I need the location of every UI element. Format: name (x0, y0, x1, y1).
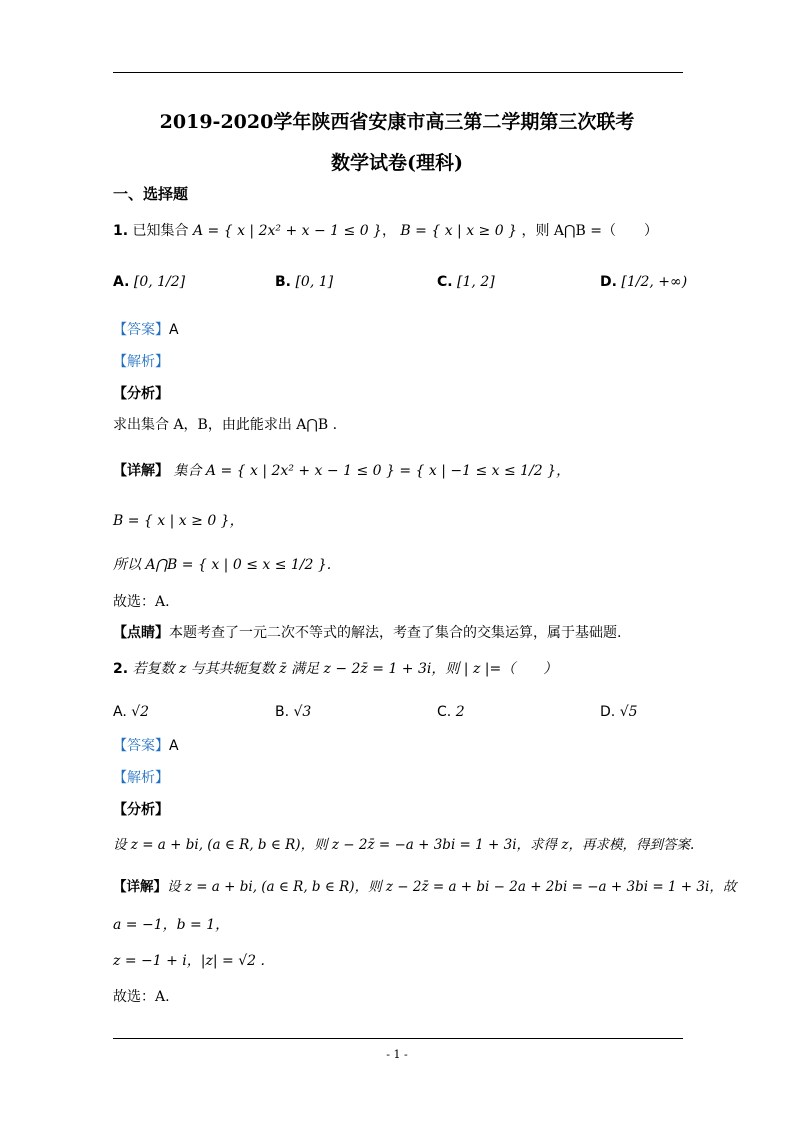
footer-rule (113, 1038, 683, 1039)
q2-detail-tag: 【详解】 (113, 879, 167, 895)
q1-comment (113, 624, 621, 642)
header-rule (113, 72, 683, 73)
q1-option-d-text: [1/2, +∞) (621, 274, 688, 290)
q1-fenxi-text: 求出集合 A，B，由此能求出 A⋂B . (113, 417, 338, 433)
q1-option-a (113, 273, 185, 291)
q2-option-c (437, 703, 465, 721)
q1-option-d-label: D. (600, 274, 617, 290)
q1-option-a-text: [0, 1/2] (133, 274, 186, 290)
q2-detail-line2: a = −1，b = 1， (113, 917, 230, 933)
q2-choose: 故选：A. (113, 989, 170, 1005)
q1-answer-tag: 【答案】 (113, 322, 169, 338)
question-1-sep: ， (381, 223, 396, 239)
page-title: 2019-2020学年陕西省安康市高三第二学期第三次联考 (159, 111, 635, 133)
page-number: - 1 - (386, 1048, 408, 1061)
q1-detail-line1 (113, 462, 570, 480)
q1-comment-tag: 【点睛】 (113, 625, 169, 641)
page-subtitle: 数学试卷(理科) (331, 152, 463, 174)
q2-fenxi-tag: 【分析】 (113, 802, 169, 818)
q1-detail-text1: 集合 A = { x | 2x² + x − 1 ≤ 0 } = { x | −1 ≤ x ≤ 1/2 }， (173, 463, 571, 479)
q2-option-b-text: √3 (293, 704, 312, 720)
q2-analysis-tag: 【解析】 (113, 770, 169, 786)
q1-comment-text: 本题考查了一元二次不等式的解法，考查了集合的交集运算，属于基础题. (169, 625, 622, 641)
q2-option-c-label: C. (437, 704, 452, 720)
q2-detail-line3: z = −1 + i，|z| = √2 . (113, 953, 265, 969)
q2-option-b (275, 703, 311, 721)
q1-answer-value: A (169, 322, 179, 338)
question-1-prefix: 已知集合 (132, 223, 189, 239)
q1-option-c-text: [1, 2] (457, 274, 495, 290)
q1-option-a-label: A. (113, 274, 130, 290)
q2-answer-value: A (169, 738, 179, 754)
question-2-number: 2. (113, 661, 129, 677)
q1-option-b (275, 273, 333, 291)
question-1-number: 1. (113, 223, 129, 239)
q1-option-b-label: B. (275, 274, 291, 290)
question-1-suffix: ，则 A⋂B =（ ） (521, 223, 658, 239)
q2-option-a (113, 703, 149, 721)
q1-option-c (437, 273, 495, 291)
q1-answer (113, 321, 179, 339)
question-1-set-b: B = { x | x ≥ 0 } (400, 223, 518, 239)
q1-analysis-tag: 【解析】 (113, 354, 169, 370)
question-2-text: 若复数 z 与其共轭复数 z̄ 满足 z − 2z̄ = 1 + 3i，则 | z |=（ ） (132, 661, 558, 677)
q1-detail-tag: 【详解】 (113, 463, 169, 479)
q2-answer (113, 737, 179, 755)
q2-detail-line1 (113, 878, 736, 896)
q1-option-c-label: C. (437, 274, 453, 290)
q1-fenxi-tag: 【分析】 (113, 386, 169, 402)
q2-option-d-label: D. (600, 704, 616, 720)
q2-option-a-text: √2 (131, 704, 150, 720)
question-1-set-a: A = { x | 2x² + x − 1 ≤ 0 } (192, 223, 382, 239)
q2-option-b-label: B. (275, 704, 290, 720)
q2-option-a-label: A. (113, 704, 127, 720)
q1-option-b-text: [0, 1] (295, 274, 334, 290)
section-heading: 一、选择题 (113, 185, 189, 203)
q2-detail-text1: 设 z = a + bi, (a ∈ R, b ∈ R)，则 z − 2z̄ = a + bi − 2a + 2bi = −a + 3bi = 1 + 3i，故 (167, 879, 737, 895)
question-2-stem (113, 660, 557, 678)
q2-option-d (600, 703, 638, 721)
q1-choose: 故选：A. (113, 594, 170, 610)
question-1-stem (113, 222, 658, 240)
q2-fenxi-text: 设 z = a + bi, (a ∈ R, b ∈ R)，则 z − 2z̄ = −a + 3bi = 1 + 3i，求得 z，再求模，得到答案. (113, 837, 695, 853)
q2-option-d-text: √5 (619, 704, 638, 720)
q1-option-d (600, 273, 687, 291)
q2-option-c-text: 2 (455, 704, 465, 720)
q1-detail-line2: B = { x | x ≥ 0 }， (113, 513, 244, 529)
q1-detail-line3: 所以 A⋂B = { x | 0 ≤ x ≤ 1/2 }. (113, 557, 332, 573)
q2-answer-tag: 【答案】 (113, 738, 169, 754)
